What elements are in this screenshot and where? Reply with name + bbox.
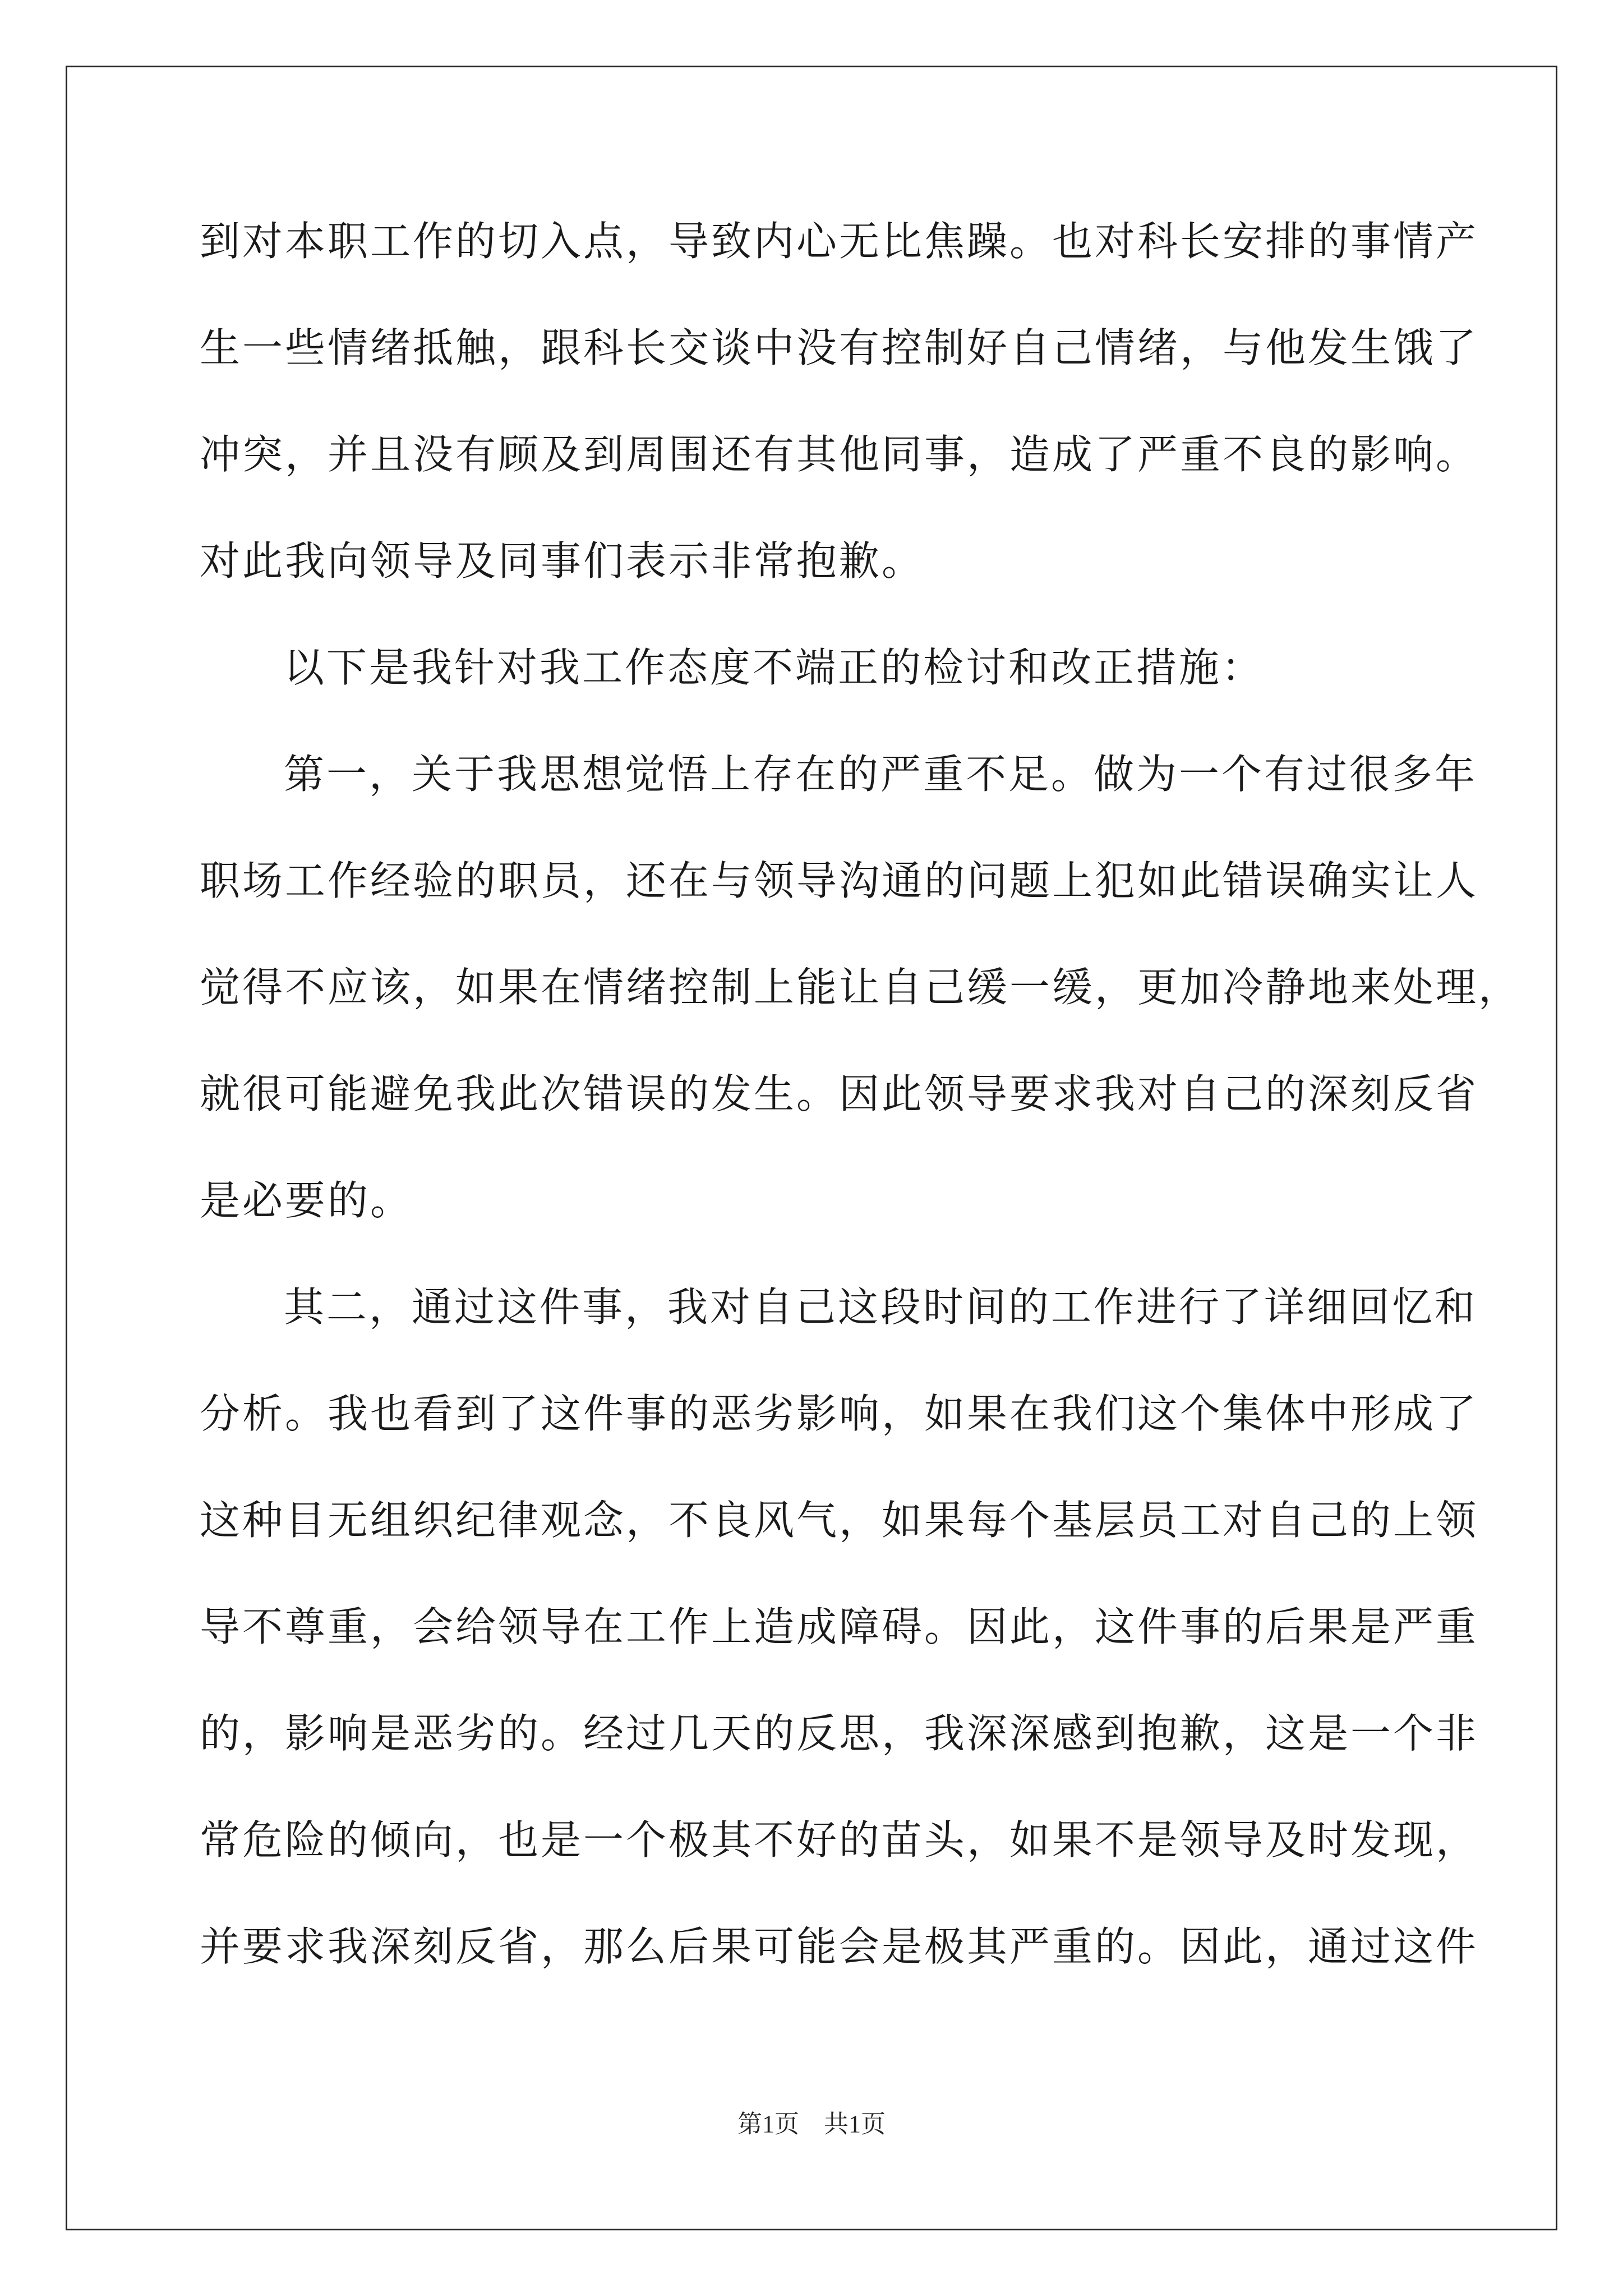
document-body	[200, 208, 1521, 2019]
paragraph-first-line: 其二，通过这件事，我对自己这段时间的工作进行了详细回忆和	[284, 1283, 1478, 1331]
text-line: 并要求我深刻反省，那么后果可能会是极其严重的。因此，通过这件	[200, 1923, 1479, 1970]
text-line: 对此我向领导及同事们表示非常抱歉。	[200, 537, 925, 585]
paragraph-first-line: 第一，关于我思想觉悟上存在的严重不足。做为一个有过很多年	[284, 751, 1478, 798]
text-line: 导不尊重，会给领导在工作上造成障碍。因此，这件事的后果是严重	[200, 1603, 1479, 1650]
text-line: 这种目无组织纪律观念，不良风气，如果每个基层员工对自己的上领	[200, 1497, 1479, 1544]
text-line: 职场工作经验的职员，还在与领导沟通的问题上犯如此错误确实让人	[200, 857, 1479, 904]
text-line: 到对本职工作的切入点，导致内心无比焦躁。也对科长安排的事情产	[200, 218, 1479, 265]
text-line: 是必要的。	[200, 1177, 413, 1224]
text-line: 就很可能避免我此次错误的发生。因此领导要求我对自己的深刻反省	[200, 1070, 1479, 1117]
text-line: 冲突，并且没有顾及到周围还有其他同事，造成了严重不良的影响。	[200, 431, 1479, 478]
paragraph-first-line: 以下是我针对我工作态度不端正的检讨和改正措施：	[284, 644, 1265, 691]
text-line: 觉得不应该，如果在情绪控制上能让自己缓一缓，更加冷静地来处理，	[200, 964, 1521, 1011]
text-line: 分析。我也看到了这件事的恶劣影响，如果在我们这个集体中形成了	[200, 1390, 1479, 1437]
text-line: 的，影响是恶劣的。经过几天的反思，我深深感到抱歉，这是一个非	[200, 1710, 1479, 1757]
page-footer: 第1页 共1页	[737, 2110, 886, 2138]
text-line: 常危险的倾向，也是一个极其不好的苗头，如果不是领导及时发现，	[200, 1816, 1479, 1864]
text-line: 生一些情绪抵触，跟科长交谈中没有控制好自己情绪，与他发生饿了	[200, 324, 1479, 371]
